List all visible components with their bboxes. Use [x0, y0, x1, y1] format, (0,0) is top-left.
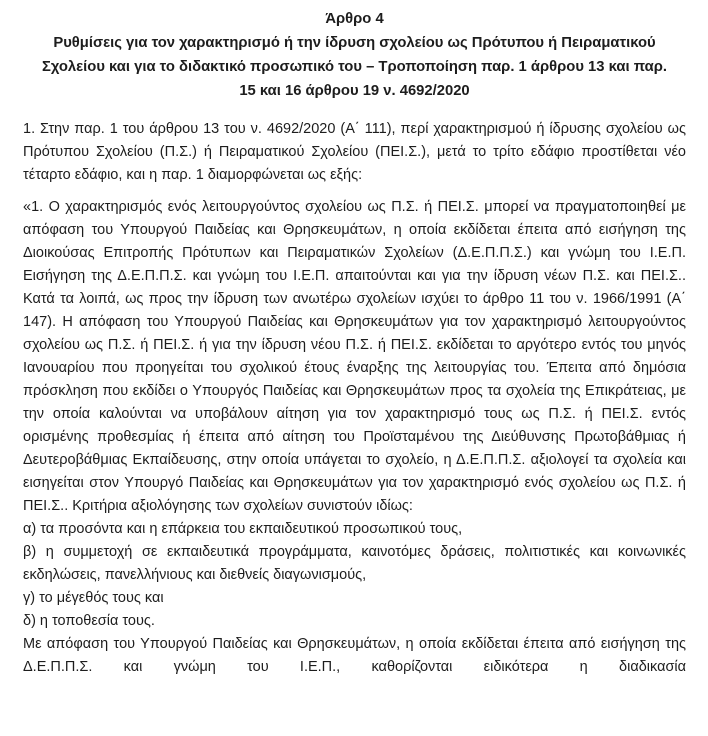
- paragraph: 1. Στην παρ. 1 του άρθρου 13 του ν. 4692/2020 (Α΄ 111), περί χαρακτηρισμού ή ίδρυσης σχολείου ως Πρότυπου Σχολείου (Π.Σ.) ή Πειραματικού Σχολείου (ΠΕΙ.Σ.), μετά το τρίτο εδάφιο προστίθεται νέο τέταρτο εδάφιο, και η παρ. 1 διαμορφώνεται ως εξής:: [23, 121, 686, 183]
- paragraph: Με απόφαση του Υπουργού Παιδείας και Θρησκευμάτων, η οποία εκδίδεται έπειτα από εισήγηση της Δ.Ε.Π.Π.Σ. και γνώμη του Ι.Ε.Π., καθορίζονται ειδικότερα η διαδικασία: [23, 636, 686, 675]
- article-body: [23, 118, 686, 679]
- article-title-line: Ρυθμίσεις για τον χαρακτηρισμό ή την ίδρυση σχολείου ως Πρότυπου ή Πειραματικού: [53, 35, 656, 51]
- article-number: Άρθρο 4: [325, 11, 384, 27]
- article-title-line: Σχολείου και για το διδακτικό προσωπικό του – Τροποποίηση παρ. 1 άρθρου 13 και παρ.: [42, 59, 667, 75]
- paragraph: δ) η τοποθεσία τους.: [23, 613, 155, 629]
- article-header: [23, 7, 686, 103]
- article-title: [23, 31, 686, 103]
- paragraph: α) τα προσόντα και η επάρκεια του εκπαιδευτικού προσωπικού τους,: [23, 521, 463, 537]
- paragraph: γ) το μέγεθός τους και: [23, 590, 164, 606]
- paragraph: β) η συμμετοχή σε εκπαιδευτικά προγράμματα, καινοτόμες δράσεις, πολιτιστικές και κοινωνικές εκδηλώσεις, πανελλήνιους και διεθνείς διαγωνισμούς,: [23, 544, 686, 583]
- article-title-line: 15 και 16 άρθρου 19 ν. 4692/2020: [239, 83, 470, 99]
- paragraph: «1. Ο χαρακτηρισμός ενός λειτουργούντος σχολείου ως Π.Σ. ή ΠΕΙ.Σ. μπορεί να πραγματοποιηθεί με απόφαση του Υπουργού Παιδείας και Θρησκευμάτων, η οποία εκδίδεται έπειτα από εισήγηση της Διοικούσας Επιτροπής Πρότυπων και Πειραματικών Σχολείων (Δ.Ε.Π.Π.Σ.) και γνώμη του Ι.Ε.Π. Εισήγηση της Δ.Ε.Π.Π.Σ. και γνώμη του Ι.Ε.Π. απαιτούνται και για την ίδρυση νέων Π.Σ. και ΠΕΙ.Σ.. Κατά τα λοιπά, ως προς την ίδρυση των ανωτέρω σχολείων ισχύει το άρθρο 11 του ν. 1966/1991 (Α΄ 147). Η απόφαση του Υπουργού Παιδείας και Θρησκευμάτων για τον χαρακτηρισμό λειτουργούντος σχολείου ως Π.Σ. ή ΠΕΙ.Σ. ή για την ίδρυση νέου Π.Σ. ή ΠΕΙ.Σ. εκδίδεται το αργότερο εντός του μηνός Ιανουαρίου που προηγείται του σχολικού έτους έναρξης της λειτουργίας του. Έπειτα από δημόσια πρόσκληση που εκδίδει ο Υπουργός Παιδείας και Θρησκευμάτων προς τα σχολεία της Επικράτειας, με την οποία καλούνται να υποβάλουν αίτηση για τον χαρακτηρισμό τους ως Π.Σ. ή ΠΕΙ.Σ. εντός ορισμένης προθεσμίας ή έπειτα από αίτηση του Προϊσταμένου της Διεύθυνσης Πρωτοβάθμιας ή Δευτεροβάθμιας Εκπαίδευσης, στην οποία υπάγεται το σχολείο, η Δ.Ε.Π.Π.Σ. αξιολογεί τα σχολεία και εισηγείται στον Υπουργό Παιδείας και Θρησκευμάτων για τον χαρακτηρισμό ενός σχολείου ως Π.Σ. ή ΠΕΙ.Σ.. Κριτήρια αξιολόγησης των σχολείων συνιστούν ιδίως:: [23, 199, 686, 514]
